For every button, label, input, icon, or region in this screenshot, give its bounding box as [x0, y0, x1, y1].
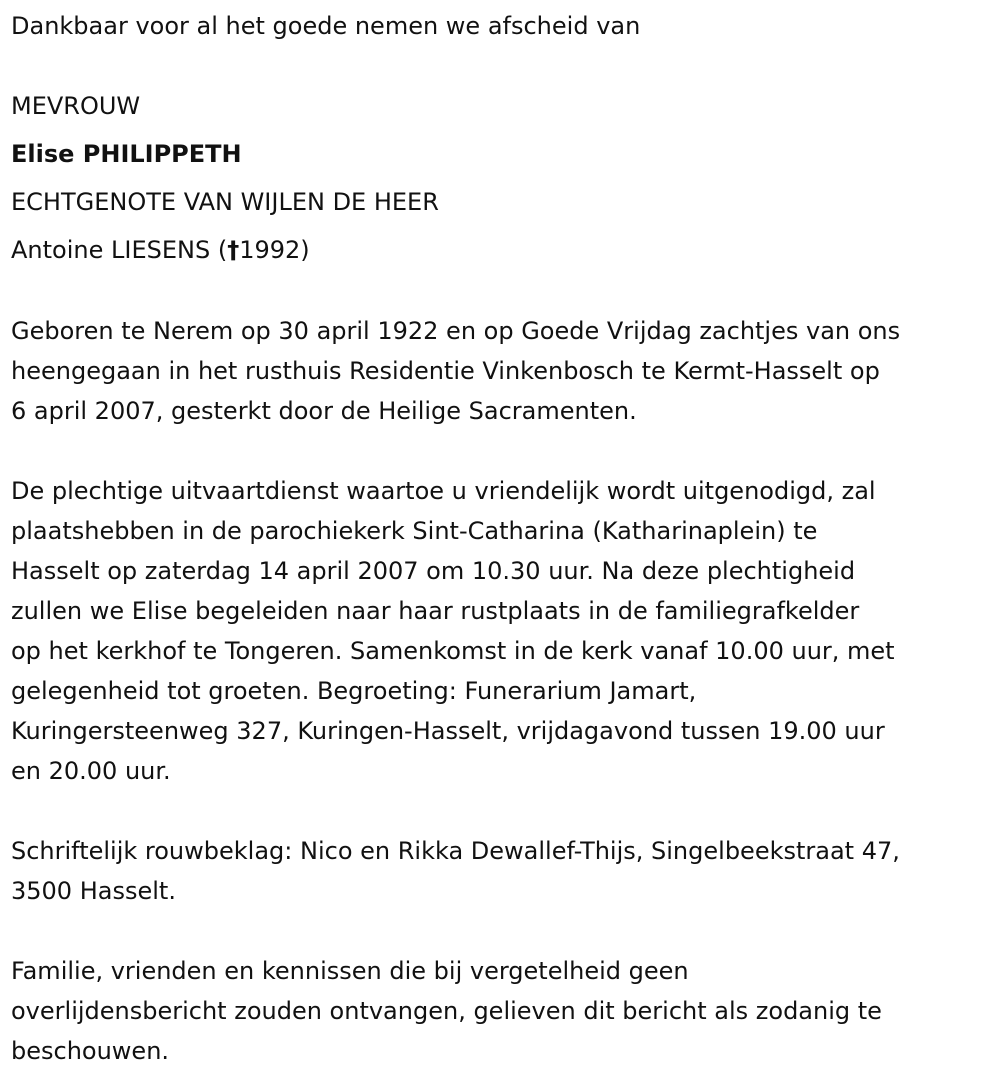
deceased-block [11, 82, 439, 274]
paragraph-line: gelegenheid tot groeten. Begroeting: Funerarium Jamart, [11, 677, 697, 705]
spouse-line [11, 226, 439, 274]
paragraph-line: beschouwen. [11, 1037, 170, 1065]
intro-text: Dankbaar voor al het goede nemen we afscheid van [11, 12, 641, 40]
paragraph-line: 6 april 2007, gesterkt door de Heilige Sacramenten. [11, 397, 637, 425]
family-notice-paragraph [11, 951, 882, 1071]
paragraph-line: De plechtige uitvaartdienst waartoe u vriendelijk wordt uitgenodigd, zal [11, 477, 876, 505]
paragraph-line: Hasselt op zaterdag 14 april 2007 om 10.30 uur. Na deze plechtigheid [11, 557, 856, 585]
paragraph-line: Geboren te Nerem op 30 april 1922 en op Goede Vrijdag zachtjes van ons [11, 317, 901, 345]
paragraph-line: Familie, vrienden en kennissen die bij vergetelheid geen [11, 957, 689, 985]
paragraph-line: en 20.00 uur. [11, 757, 171, 785]
paragraph-line: plaatshebben in de parochiekerk Sint-Catharina (Katharinaplein) te [11, 517, 818, 545]
birth-death-paragraph [11, 311, 900, 431]
paragraph-line: Schriftelijk rouwbeklag: Nico en Rikka Dewallef-Thijs, Singelbeekstraat 47, [11, 837, 900, 865]
paragraph-line: op het kerkhof te Tongeren. Samenkomst in de kerk vanaf 10.00 uur, met [11, 637, 895, 665]
deceased-name: Elise PHILIPPETH [11, 140, 242, 168]
honorific: MEVROUW [11, 92, 141, 120]
condolence-paragraph [11, 831, 900, 911]
paragraph-line: zullen we Elise begeleiden naar haar rustplaats in de familiegrafkelder [11, 597, 860, 625]
paragraph-line: overlijdensbericht zouden ontvangen, gelieven dit bericht als zodanig te [11, 997, 882, 1025]
cross-icon: † [227, 236, 240, 264]
relation-text: ECHTGENOTE VAN WIJLEN DE HEER [11, 188, 439, 216]
paragraph-line: Kuringersteenweg 327, Kuringen-Hasselt, vrijdagavond tussen 19.00 uur [11, 717, 885, 745]
spouse-name: Antoine LIESENS ( [11, 236, 228, 264]
paragraph-line: 3500 Hasselt. [11, 877, 176, 905]
spouse-death-year: 1992) [239, 236, 310, 264]
funeral-paragraph [11, 471, 895, 791]
paragraph-line: heengegaan in het rusthuis Residentie Vinkenbosch te Kermt-Hasselt op [11, 357, 880, 385]
